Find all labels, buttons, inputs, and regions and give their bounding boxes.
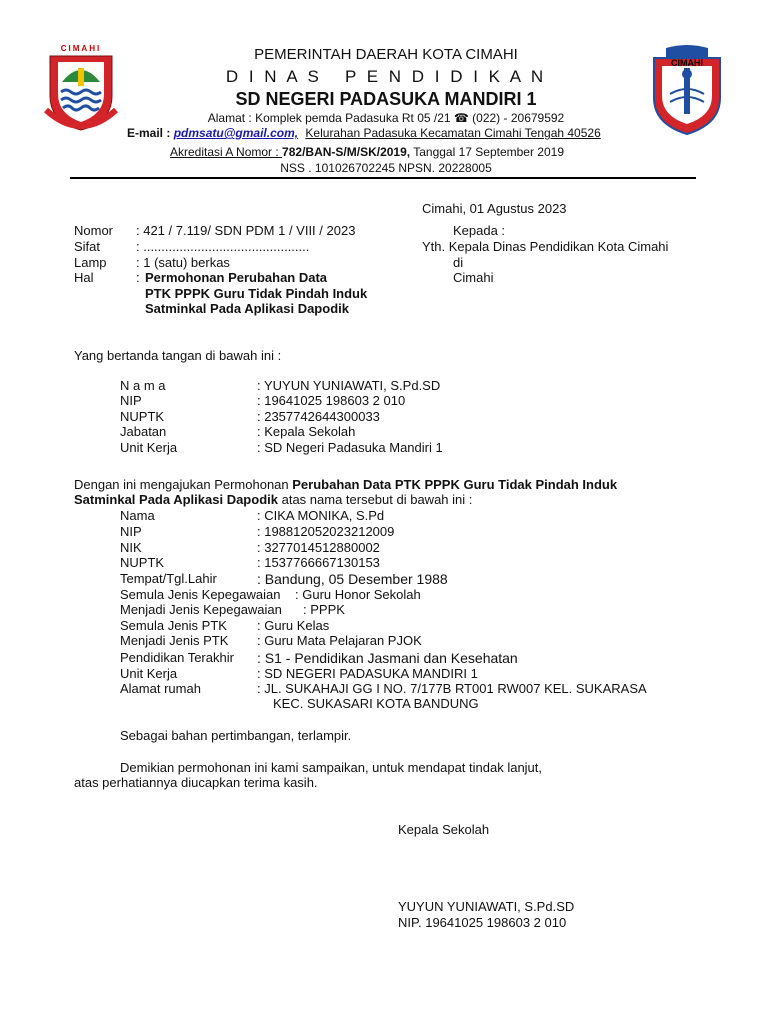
request-bold2: Satminkal Pada Aplikasi Dapodik	[74, 492, 278, 507]
closing-line2: atas perhatiannya diucapkan terima kasih.	[74, 775, 318, 790]
sign-name: YUYUN YUNIAWATI, S.Pd.SD	[398, 899, 575, 914]
cimahi-shield-icon	[44, 52, 118, 132]
header-email-line	[127, 126, 601, 140]
letter-date: Cimahi, 01 Agustus 2023	[422, 201, 567, 216]
signer-value: : Kepala Sekolah	[257, 424, 356, 439]
subject-label: NIP	[120, 524, 142, 539]
signer-label: Unit Kerja	[120, 440, 178, 455]
subject-label: Menjadi Jenis Kepegawaian	[120, 602, 282, 617]
meta-lamp	[74, 255, 230, 270]
hal-line2: PTK PPPK Guru Tidak Pindah Induk	[145, 286, 368, 301]
email-label: E-mail :	[127, 126, 174, 140]
recipient-kepada: Kepada :	[453, 223, 506, 238]
signer-label: Jabatan	[120, 424, 167, 439]
request-line1	[74, 477, 617, 492]
subject-value: : Guru Mata Pelajaran PJOK	[257, 633, 422, 648]
logo-city-name: CIMAHI	[671, 58, 703, 68]
sign-title: Kepala Sekolah	[398, 822, 490, 837]
signer-label: NUPTK	[120, 409, 165, 424]
sifat-value: : ..............................................	[136, 239, 310, 254]
recipient-di: di	[453, 255, 464, 270]
request-pre: Dengan ini mengajukan Permohonan	[74, 477, 293, 492]
meta-nomor	[74, 223, 356, 238]
subject-label: Menjadi Jenis PTK	[120, 633, 229, 648]
signer-value: : YUYUN YUNIAWATI, S.Pd.SD	[257, 378, 441, 393]
subject-value: KEC. SUKASARI KOTA BANDUNG	[273, 696, 479, 711]
header-school: SD NEGERI PADASUKA MANDIRI 1	[235, 89, 537, 109]
meta-hal	[74, 270, 328, 285]
header-nss: NSS . 101026702245 NPSN. 20228005	[280, 161, 492, 175]
header-agency: D I N A S P E N D I D I K A N	[225, 67, 547, 86]
signer-value: : 19641025 198603 2 010	[257, 393, 406, 408]
subject-label: Tempat/Tgl.Lahir	[120, 571, 217, 586]
recipient-city: Cimahi	[453, 270, 494, 285]
subject-value: : Guru Kelas	[257, 618, 330, 633]
sifat-label: Sifat	[74, 239, 101, 254]
lamp-value: : 1 (satu) berkas	[136, 255, 230, 270]
signer-label: N a m a	[120, 378, 166, 393]
akreditasi-label: Akreditasi A Nomor :	[170, 145, 283, 159]
subject-label: NIK	[120, 540, 142, 555]
hal-line3: Satminkal Pada Aplikasi Dapodik	[145, 301, 349, 316]
subject-value: : 3277014512880002	[257, 540, 380, 555]
signer-value: : 2357742644300033	[257, 409, 380, 424]
consideration-text: Sebagai bahan pertimbangan, terlampir.	[120, 728, 352, 743]
signer-value: : SD Negeri Padasuka Mandiri 1	[257, 440, 443, 455]
hal-colon: :	[136, 270, 140, 285]
intro-text: Yang bertanda tangan di bawah ini :	[74, 348, 282, 363]
header-akreditasi	[170, 145, 564, 159]
signer-table	[120, 378, 680, 458]
hal-line1: Permohonan Perubahan Data	[145, 270, 328, 285]
kota-pendidikan-logo	[648, 44, 726, 136]
subject-label: Semula Jenis Kepegawaian	[120, 587, 281, 602]
request-bold1: Perubahan Data PTK PPPK Guru Tidak Pindah Induk	[292, 477, 618, 492]
email-link[interactable]: pdmsatu@gmail.com,	[173, 126, 299, 140]
request-post: atas nama tersebut di bawah ini :	[277, 492, 473, 507]
lamp-label: Lamp	[74, 255, 107, 270]
header-rule	[70, 177, 696, 179]
subject-label: Pendidikan Terakhir	[120, 650, 234, 665]
recipient-yth: Yth. Kepala Dinas Pendidikan Kota Cimahi	[422, 239, 669, 254]
subject-value: : SD NEGERI PADASUKA MANDIRI 1	[257, 666, 478, 681]
subject-value: : Guru Honor Sekolah	[295, 587, 421, 602]
subject-table	[120, 508, 720, 711]
closing-line1: Demikian permohonan ini kami sampaikan, untuk mendapat tindak lanjut,	[120, 760, 543, 775]
meta-sifat	[74, 239, 310, 254]
header-government: PEMERINTAH DAERAH KOTA CIMAHI	[254, 46, 518, 63]
subject-label: Alamat rumah	[120, 681, 201, 696]
subject-label: Unit Kerja	[120, 666, 178, 681]
signer-label: NIP	[120, 393, 142, 408]
logo-city-name: CIMAHI	[60, 44, 102, 53]
header-address: Alamat : Komplek pemda Padasuka Rt 05 /21 ☎ (022) - 20679592	[207, 111, 565, 125]
hal-label: Hal	[74, 270, 94, 285]
kelurahan-text: Kelurahan Padasuka Kecamatan Cimahi Tengah 40526	[305, 126, 601, 140]
akreditasi-date: Tanggal 17 September 2019	[410, 145, 565, 159]
subject-label: Semula Jenis PTK	[120, 618, 227, 633]
akreditasi-number: 782/BAN-S/M/SK/2019,	[282, 145, 411, 159]
nomor-label: Nomor	[74, 223, 114, 238]
subject-value: : CIKA MONIKA, S.Pd	[257, 508, 385, 523]
subject-label: Nama	[120, 508, 155, 523]
subject-value: : 1537766667130153	[257, 555, 380, 570]
subject-value: : JL. SUKAHAJI GG I NO. 7/177B RT001 RW007 KEL. SUKARASA	[257, 681, 647, 696]
sign-nip: NIP. 19641025 198603 2 010	[398, 915, 567, 930]
subject-value: : S1 - Pendidikan Jasmani dan Kesehatan	[257, 650, 518, 666]
subject-label: NUPTK	[120, 555, 165, 570]
request-line2	[74, 492, 472, 507]
cimahi-city-logo	[44, 44, 118, 132]
subject-value: : 198812052023212009	[257, 524, 395, 539]
subject-value: : Bandung, 05 Desember 1988	[257, 571, 448, 587]
subject-value: : PPPK	[303, 602, 345, 617]
nomor-value: : 421 / 7.119/ SDN PDM 1 / VIII / 2023	[136, 223, 356, 238]
